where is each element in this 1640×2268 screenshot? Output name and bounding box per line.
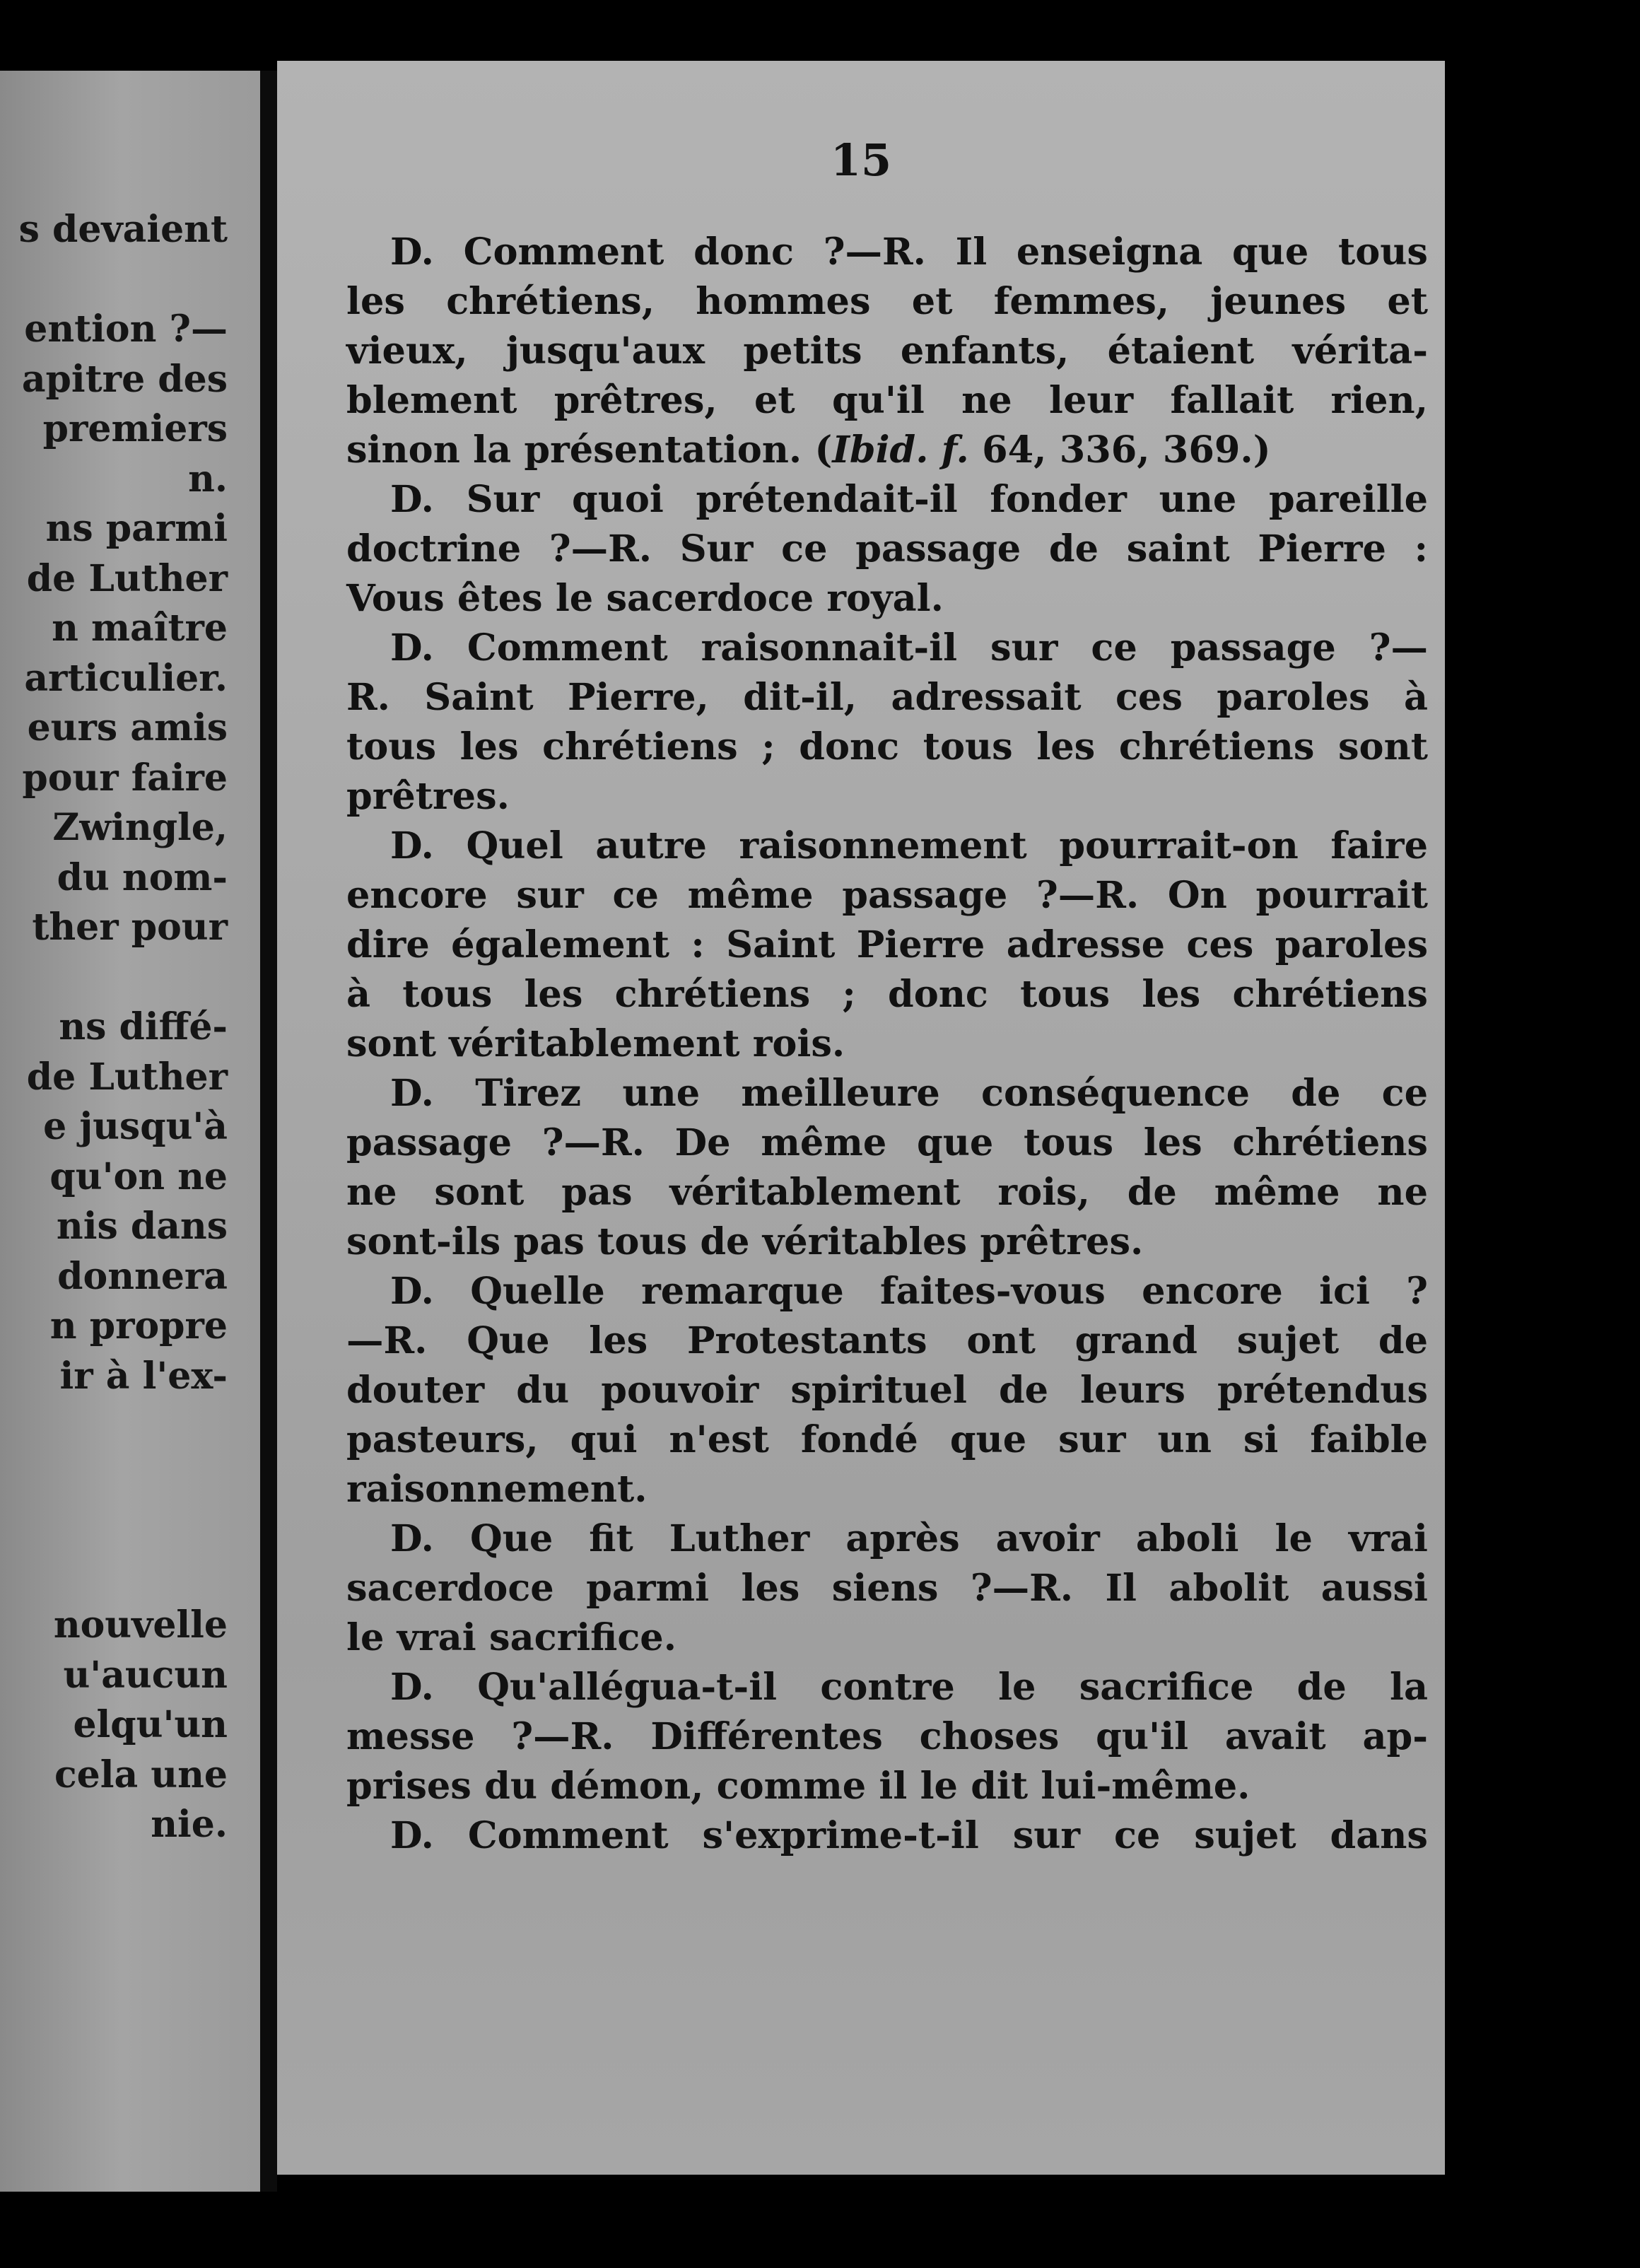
text-line xyxy=(346,970,1428,1019)
text-line-content: D. Comment s'exprime-t-il sur ce sujet dans xyxy=(390,1814,1428,1857)
fragment-line: u'aucun xyxy=(63,1653,228,1697)
text-line-content: vieux, jusqu'aux petits enfants, étaient vérita- xyxy=(346,329,1428,373)
text-line xyxy=(346,1415,1428,1465)
text-line-content: sont-ils pas tous de véritables prêtres. xyxy=(346,1220,1144,1263)
text-line xyxy=(346,1762,1428,1811)
fragment-line: pour faire xyxy=(22,756,228,800)
text-line xyxy=(346,772,1428,822)
text-line-content: D. Sur quoi prétendait-il fonder une pareille xyxy=(390,478,1428,521)
page-gutter xyxy=(260,71,277,2192)
text-line-content: douter du pouvoir spirituel de leurs prétendus xyxy=(346,1369,1428,1412)
text-line-content: dire également : Saint Pierre adresse ces paroles xyxy=(346,923,1428,966)
fragment-line: n maître xyxy=(52,607,228,650)
fragment-line: donnera xyxy=(57,1254,228,1298)
text-line-content: doctrine ?—R. Sur ce passage de saint Pierre : xyxy=(346,527,1428,571)
fragment-line: ther pour xyxy=(32,906,228,949)
text-line xyxy=(346,1712,1428,1762)
fragment-line: nie. xyxy=(151,1803,228,1846)
text-line xyxy=(346,1316,1428,1366)
text-line-content: Vous êtes le sacerdoce royal. xyxy=(346,577,944,620)
text-line xyxy=(346,1217,1428,1267)
citation-pages: 64, 336, 369.) xyxy=(968,428,1271,472)
fragment-line: ns diffé- xyxy=(59,1005,228,1048)
fragment-line: nouvelle xyxy=(53,1603,228,1647)
previous-page-fragment xyxy=(0,71,269,2192)
fragment-line: nis dans xyxy=(56,1205,228,1248)
page-number: 15 xyxy=(830,134,892,186)
fragment-line: du nom- xyxy=(57,855,228,899)
text-line xyxy=(346,1366,1428,1415)
text-line-content: sont véritablement rois. xyxy=(346,1022,845,1065)
fragment-line: eurs amis xyxy=(27,706,228,749)
text-line xyxy=(346,475,1428,525)
fragment-line: e jusqu'à xyxy=(43,1105,228,1148)
text-line-content: sacerdoce parmi les siens ?—R. Il abolit aussi xyxy=(346,1567,1428,1610)
text-line xyxy=(346,525,1428,574)
fragment-line: Zwingle, xyxy=(52,806,228,849)
text-line-content: D. Comment raisonnait-il sur ce passage ?— xyxy=(390,626,1428,670)
text-line-content: prises du démon, comme il le dit lui-même. xyxy=(346,1765,1250,1808)
text-line xyxy=(346,1564,1428,1613)
text-line-content: blement prêtres, et qu'il ne leur fallait rien, xyxy=(346,379,1428,422)
text-line-content: sinon la présentation. ( xyxy=(346,428,833,472)
text-line xyxy=(346,673,1428,723)
page xyxy=(277,61,1445,2175)
text-line xyxy=(346,1663,1428,1712)
text-line xyxy=(346,1811,1428,1861)
text-line-content: D. Qu'allégua-t-il contre le sacrifice de la xyxy=(390,1666,1428,1709)
text-line-content: messe ?—R. Différentes choses qu'il avait ap- xyxy=(346,1715,1428,1758)
text-line xyxy=(346,1267,1428,1316)
text-line xyxy=(346,822,1428,871)
fragment-line: elqu'un xyxy=(73,1703,228,1746)
text-line-content: D. Tirez une meilleure conséquence de ce xyxy=(390,1072,1428,1115)
fragment-line: apitre des xyxy=(21,357,228,401)
text-line-content: tous les chrétiens ; donc tous les chrétiens sont xyxy=(346,725,1428,768)
text-line-content: ne sont pas véritablement rois, de même ne xyxy=(346,1171,1428,1214)
text-line-content: pasteurs, qui n'est fondé que sur un si faible xyxy=(346,1418,1428,1461)
text-line xyxy=(346,574,1428,624)
text-line-content: D. Quelle remarque faites-vous encore ici ? xyxy=(390,1270,1428,1313)
text-line xyxy=(346,624,1428,673)
page-body-text xyxy=(346,228,1428,1861)
text-line xyxy=(346,277,1428,327)
fragment-line: n. xyxy=(188,457,228,501)
text-line-content: D. Que fit Luther après avoir aboli le vrai xyxy=(390,1517,1428,1560)
fragment-line: ir à l'ex- xyxy=(59,1354,228,1398)
text-line xyxy=(346,1168,1428,1217)
citation-italic: Ibid. f. xyxy=(832,428,969,472)
text-line-content: R. Saint Pierre, dit-il, adressait ces paroles à xyxy=(346,676,1428,719)
text-line xyxy=(346,228,1428,277)
text-line-content: D. Quel autre raisonnement pourrait-on faire xyxy=(390,824,1428,867)
text-line-content: à tous les chrétiens ; donc tous les chrétiens xyxy=(346,973,1428,1016)
text-line-content: D. Comment donc ?—R. Il enseigna que tous xyxy=(390,230,1428,274)
text-line xyxy=(346,426,1428,475)
text-line-content: le vrai sacrifice. xyxy=(346,1616,676,1659)
text-line xyxy=(346,1613,1428,1663)
text-line-content: les chrétiens, hommes et femmes, jeunes et xyxy=(346,280,1428,323)
text-line xyxy=(346,1019,1428,1069)
fragment-line: de Luther xyxy=(26,556,228,600)
text-line xyxy=(346,1118,1428,1168)
text-line xyxy=(346,1069,1428,1118)
fragment-line: n propre xyxy=(49,1304,228,1348)
text-line xyxy=(346,920,1428,970)
text-line-content: passage ?—R. De même que tous les chrétiens xyxy=(346,1121,1428,1164)
text-line-content: —R. Que les Protestants ont grand sujet de xyxy=(346,1319,1428,1362)
fragment-line: qu'on ne xyxy=(49,1155,228,1198)
fragment-line: cela une xyxy=(54,1753,228,1796)
fragment-line: ention ?— xyxy=(24,308,228,351)
text-line xyxy=(346,871,1428,920)
text-line-content: prêtres. xyxy=(346,775,510,818)
text-line xyxy=(346,723,1428,772)
text-line xyxy=(346,1514,1428,1564)
text-line-content: encore sur ce même passage ?—R. On pourrait xyxy=(346,874,1428,917)
fragment-line: premiers xyxy=(42,407,228,450)
fragment-line: s devaient xyxy=(18,208,228,251)
text-line xyxy=(346,376,1428,426)
fragment-line: ns parmi xyxy=(45,507,228,550)
text-line xyxy=(346,1465,1428,1514)
fragment-line: de Luther xyxy=(26,1055,228,1099)
text-line-content: raisonnement. xyxy=(346,1468,648,1511)
fragment-line: articulier. xyxy=(24,656,228,700)
text-line xyxy=(346,327,1428,376)
